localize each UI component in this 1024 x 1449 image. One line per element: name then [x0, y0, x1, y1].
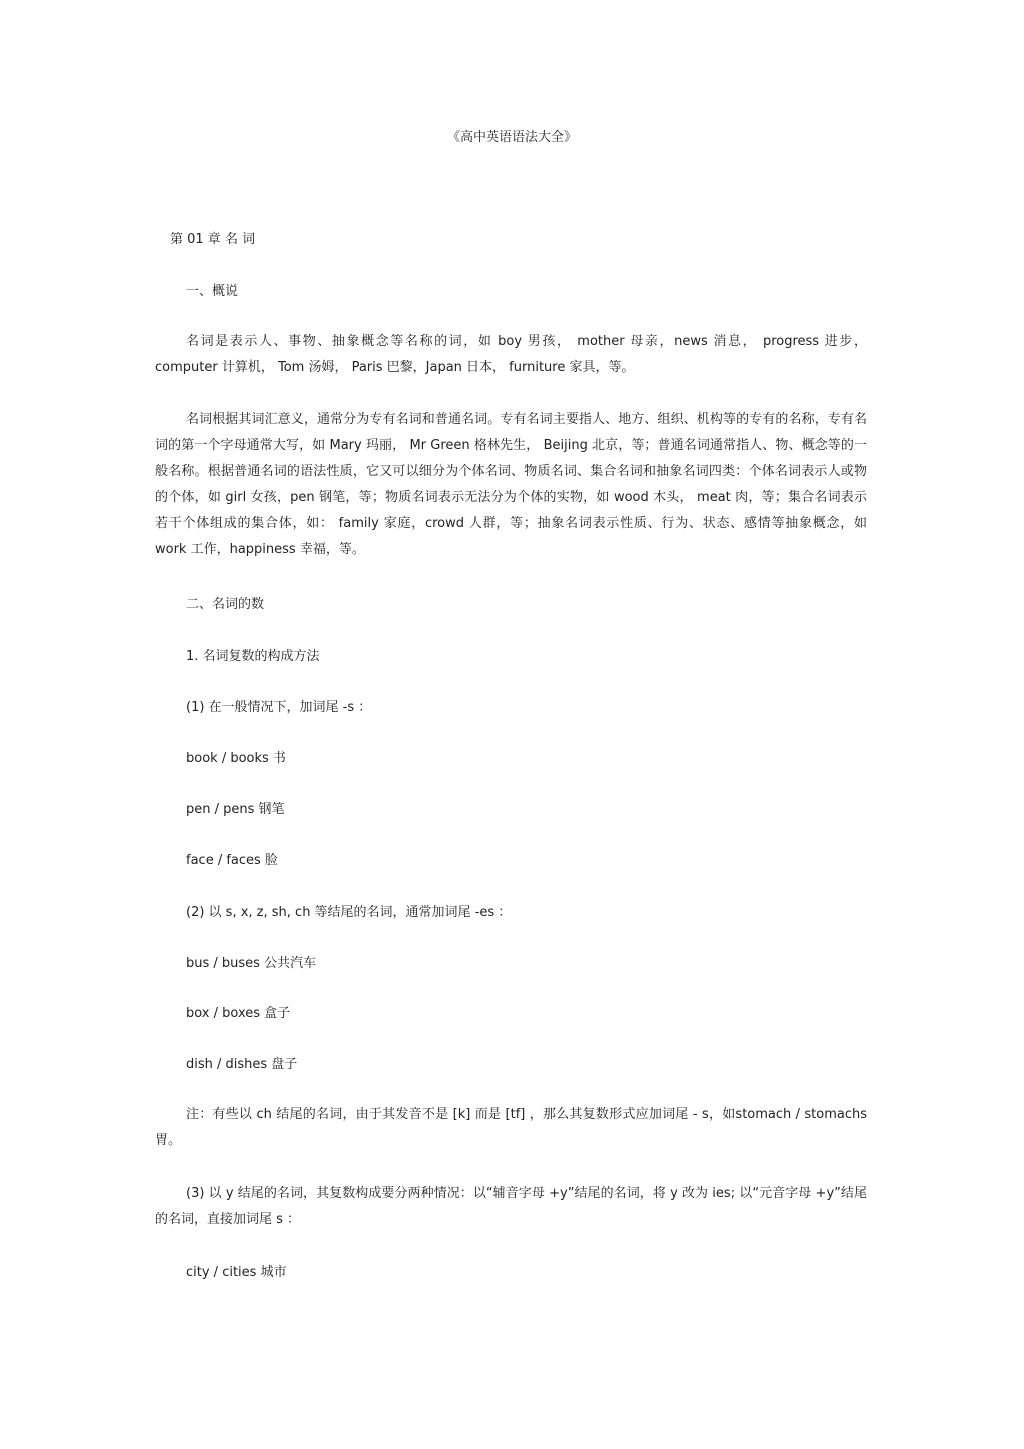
paragraph-classification: 名词根据其词汇意义，通常分为专有名词和普通名词。专有名词主要指人、地方、组织、机构等的专有的名称，专有名词的第一个字母通常大写，如 Mary 玛丽， Mr Green 格林先生， Beijing 北京，等；普通名词通常指人、物、概念等的一般名称。根据普通名词的语法性质，它又可以细分为个体名词、物质名词、集合名词和抽象名词四类：个体名词表示人或物的个体，如 girl 女孩，pen 钢笔，等；物质名词表示无法分为个体的实物，如 wood 木头， meat 肉，等；集合名词表示若干个体组成的集合体，如： family 家庭，crowd 人群，等；抽象名词表示性质、行为、状态、感情等抽象概念，如 work 工作，happiness 幸福，等。	[155, 412, 867, 557]
document-title: 《高中英语语法大全》	[446, 130, 577, 145]
example-line: dish / dishes 盘子	[186, 1057, 298, 1072]
paragraph-definition: 名词是表示人、事物、抽象概念等名称的词，如 boy 男孩， mother 母亲，news 消息， progress 进步，computer 计算机， Tom 汤姆， Paris 巴黎，Japan 日本， furniture 家具，等。	[155, 334, 867, 375]
note-paragraph: 注：有些以 ch 结尾的名词，由于其发音不是 [k] 而是 [tf] ，那么其复数形式应加词尾 - s，如stomach / stomachs 胃。	[155, 1107, 867, 1148]
example-line: pen / pens 钢笔	[186, 802, 285, 817]
example-line: bus / buses 公共汽车	[186, 956, 317, 971]
subsection-heading-plural: 1. 名词复数的构成方法	[186, 649, 320, 664]
rule-1: (1) 在一般情况下，加词尾 -s ：	[186, 700, 372, 715]
section-heading-number: 二、名词的数	[186, 597, 265, 612]
example-line: city / cities 城市	[186, 1265, 287, 1280]
example-line: box / boxes 盒子	[186, 1006, 291, 1021]
rule-3-paragraph: (3) 以 y 结尾的名词，其复数构成要分两种情况：以“辅音字母 +y”结尾的名词，将 y 改为 ies; 以“元音字母 +y”结尾的名词，直接加词尾 s ：	[155, 1186, 867, 1227]
example-line: face / faces 脸	[186, 853, 278, 868]
rule-2: (2) 以 s, x, z, sh, ch 等结尾的名词，通常加词尾 -es ：	[186, 905, 512, 920]
section-heading-overview: 一、概说	[186, 284, 239, 299]
example-line: book / books 书	[186, 751, 286, 766]
chapter-heading: 第 01 章 名 词	[170, 232, 256, 247]
